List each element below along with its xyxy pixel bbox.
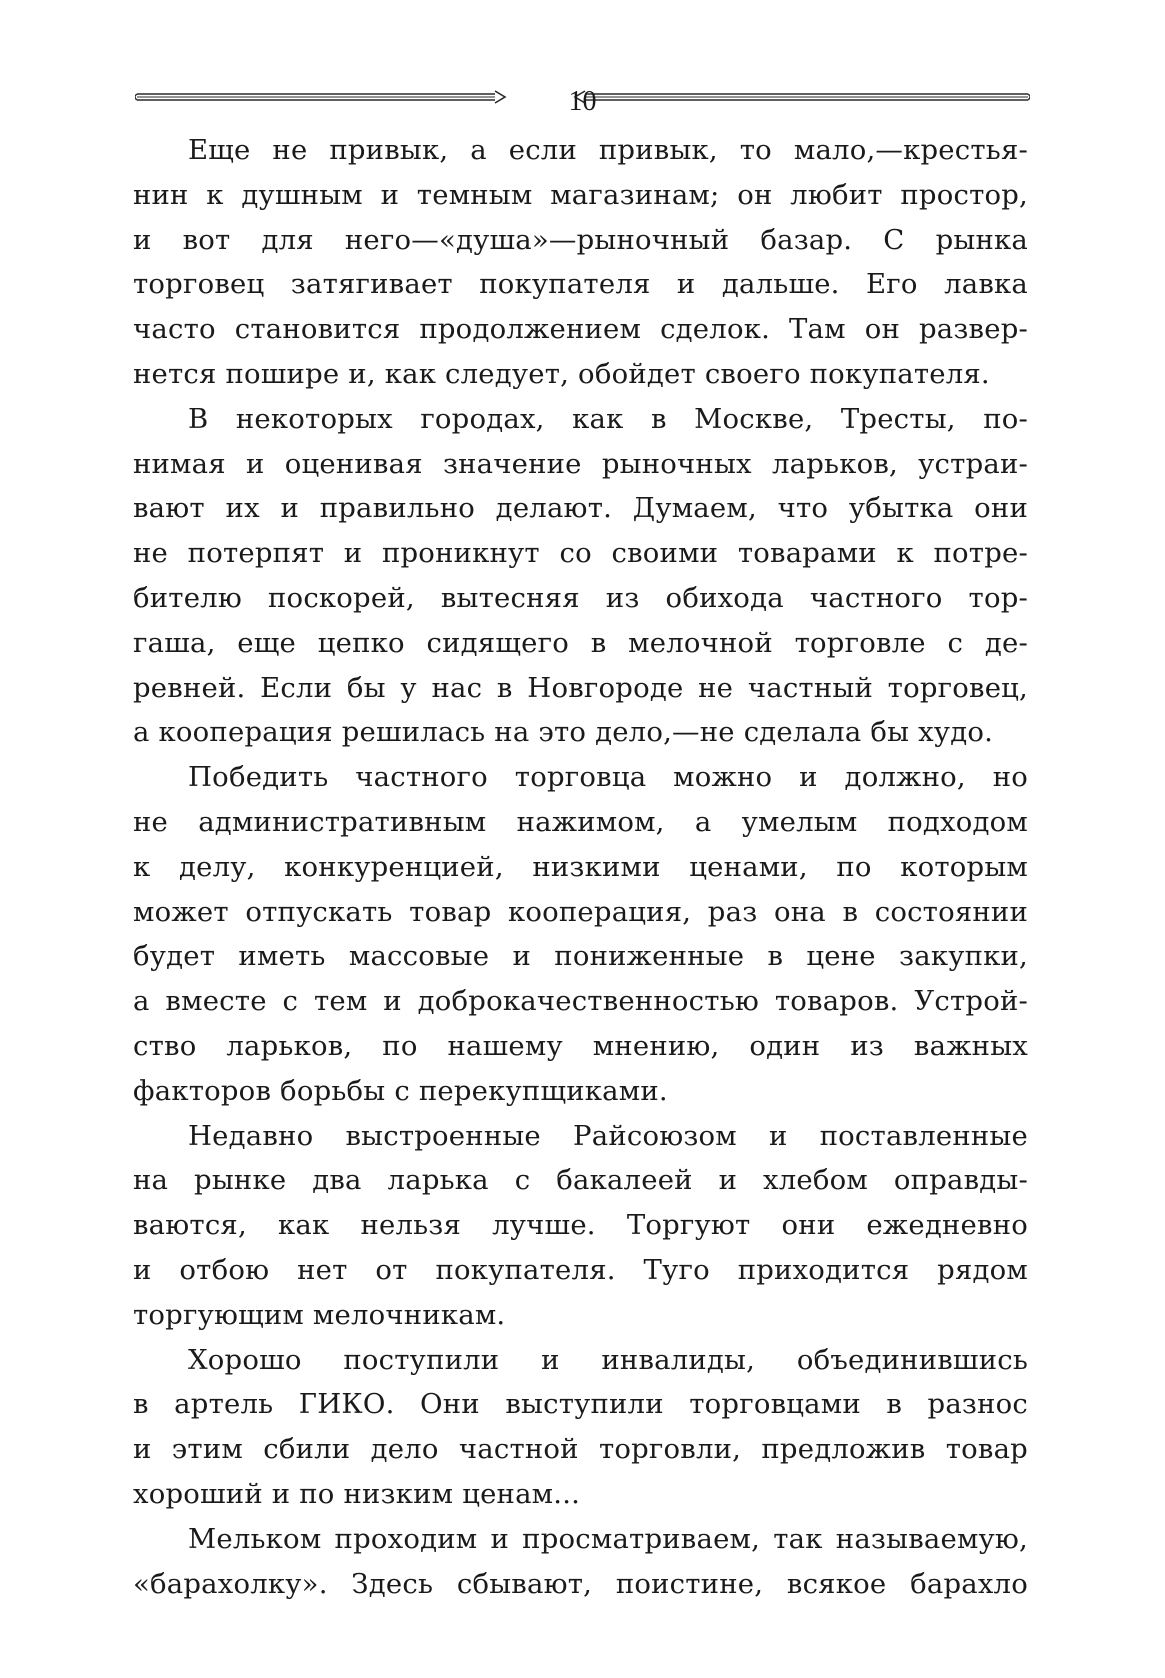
text-line: к делу, конкуренцией, низкими ценами, по которым xyxy=(133,850,1028,883)
text-line: Хорошо поступили и инвалиды, объединившись xyxy=(188,1343,1028,1376)
text-line: нется пошире и, как следует, обойдет своего покупателя. xyxy=(133,357,990,390)
text-line: а вместе с тем и доброкачественностью товаров. Устрой- xyxy=(133,985,1028,1018)
text-line: Победить частного торговца можно и должно, но xyxy=(188,761,1028,794)
paragraph xyxy=(133,1114,1028,1338)
paragraph xyxy=(133,1517,1028,1607)
paragraph xyxy=(133,397,1028,755)
body-text xyxy=(133,128,1028,1606)
text-line: нин к душным и темным магазинам; он любит простор, xyxy=(133,178,1028,211)
paragraph xyxy=(133,1338,1028,1517)
text-line: В некоторых городах, как в Москве, Тресты, по- xyxy=(188,402,1028,435)
page-number: 10 xyxy=(568,86,597,117)
text-line: хороший и по низким ценам... xyxy=(133,1477,581,1510)
text-line: на рынке два ларька с бакалеей и хлебом оправды- xyxy=(133,1164,1028,1197)
text-line: ваются, как нельзя лучше. Торгуют они ежедневно xyxy=(133,1209,1028,1242)
text-line: не потерпят и проникнут со своими товарами к потре- xyxy=(133,537,1028,570)
text-line: будет иметь массовые и пониженные в цене закупки, xyxy=(133,940,1028,973)
text-line: торговец затягивает покупателя и дальше. Его лавка xyxy=(133,268,1028,301)
text-line: и этим сбили дело частной торговли, предложив товар xyxy=(133,1433,1028,1466)
page-header xyxy=(135,82,1030,122)
text-line: гаша, еще цепко сидящего в мелочной торговле с де- xyxy=(133,626,1028,659)
text-line: Мельком проходим и просматриваем, так называемую, xyxy=(188,1522,1028,1555)
text-line: Еще не привык, а если привык, то мало,—крестья- xyxy=(188,134,1028,166)
text-line: ство ларьков, по нашему мнению, один из важных xyxy=(133,1029,1028,1062)
text-line: и вот для него—«душа»—рыночный базар. С рынка xyxy=(133,223,1028,256)
text-line: а кооперация решилась на это дело,—не сделала бы худо. xyxy=(133,716,994,749)
text-line: нимая и оценивая значение рыночных ларьков, устраи- xyxy=(133,447,1028,480)
text-line: и отбою нет от покупателя. Туго приходится рядом xyxy=(133,1253,1028,1286)
paragraph xyxy=(133,128,1028,397)
paragraph xyxy=(133,755,1028,1113)
text-line: вают их и правильно делают. Думаем, что убытка они xyxy=(133,492,1028,525)
text-line: Недавно выстроенные Райсоюзом и поставленные xyxy=(188,1119,1028,1152)
text-line: ревней. Если бы у нас в Новгороде не частный торговец, xyxy=(133,671,1028,704)
text-line: факторов борьбы с перекупщиками. xyxy=(133,1074,668,1107)
text-line: в артель ГИКО. Они выступили торговцами в разнос xyxy=(133,1388,1028,1421)
text-line: торгующим мелочникам. xyxy=(133,1298,506,1331)
text-line: не административным нажимом, а умелым подходом xyxy=(133,805,1028,838)
text-line: может отпускать товар кооперация, раз она в состоянии xyxy=(133,895,1028,928)
text-line: «барахолку». Здесь сбывают, поистине, всякое барахло xyxy=(133,1567,1028,1600)
text-line: бителю поскорей, вытесняя из обихода частного тор- xyxy=(133,581,1028,614)
text-line: часто становится продолжением сделок. Там он развер- xyxy=(133,313,1028,346)
